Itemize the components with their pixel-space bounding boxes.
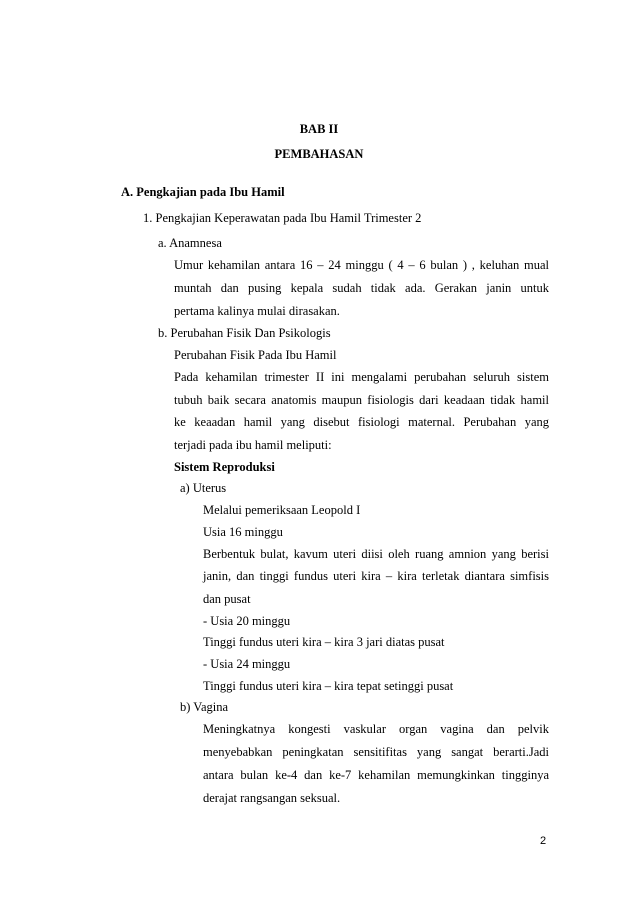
vagina-line: Meningkatnya kongesti vaskular organ vagina dan pelvik xyxy=(203,722,549,736)
perubahan-line: ke keaadan hamil yang disebut fisiologi maternal. Perubahan yang xyxy=(174,415,549,429)
page-number: 2 xyxy=(540,835,547,847)
vagina-label: b) Vagina xyxy=(180,700,229,714)
chapter-title: PEMBAHASAN xyxy=(274,147,364,161)
perubahan-line: terjadi pada ibu hamil meliputi: xyxy=(174,438,332,452)
item-b-perubahan: b. Perubahan Fisik Dan Psikologis xyxy=(158,326,331,340)
uterus-label: a) Uterus xyxy=(180,481,227,495)
anamnesa-line: pertama kalinya mulai dirasakan. xyxy=(174,304,340,318)
uterus-line: Usia 16 minggu xyxy=(203,525,283,539)
subsection-1-heading: 1. Pengkajian Keperawatan pada Ibu Hamil Trimester 2 xyxy=(143,211,422,225)
sistem-reproduksi-heading: Sistem Reproduksi xyxy=(174,460,275,474)
perubahan-heading: Perubahan Fisik Pada Ibu Hamil xyxy=(174,348,337,362)
anamnesa-line: muntah dan pusing kepala sudah tidak ada. Gerakan janin untuk xyxy=(174,281,549,295)
usia-24-minggu: - Usia 24 minggu xyxy=(203,657,291,671)
vagina-line: antara bulan ke-4 dan ke-7 kehamilan memungkinkan tingginya xyxy=(203,768,549,782)
perubahan-line: Pada kehamilan trimester II ini mengalami perubahan seluruh sistem xyxy=(174,370,549,384)
uterus-line: Melalui pemeriksaan Leopold I xyxy=(203,503,361,517)
section-a-heading: A. Pengkajian pada Ibu Hamil xyxy=(121,185,285,199)
uterus-description-line: janin, dan tinggi fundus uteri kira – kira terletak diantara simfisis xyxy=(203,569,549,583)
uterus-description-line: dan pusat xyxy=(203,592,251,606)
chapter-number: BAB II xyxy=(299,122,339,136)
tfu-20-minggu: Tinggi fundus uteri kira – kira 3 jari diatas pusat xyxy=(203,635,445,649)
item-a-anamnesa: a. Anamnesa xyxy=(158,236,222,250)
vagina-line: derajat rangsangan seksual. xyxy=(203,791,341,805)
tfu-24-minggu: Tinggi fundus uteri kira – kira tepat setinggi pusat xyxy=(203,679,454,693)
usia-20-minggu: - Usia 20 minggu xyxy=(203,614,291,628)
vagina-line: menyebabkan peningkatan sensitifitas yang sangat berarti.Jadi xyxy=(203,745,549,759)
perubahan-line: tubuh baik secara anatomis maupun fisiologis dari keadaan tidak hamil xyxy=(174,393,549,407)
anamnesa-line: Umur kehamilan antara 16 – 24 minggu ( 4 – 6 bulan ) , keluhan mual xyxy=(174,258,549,272)
uterus-description-line: Berbentuk bulat, kavum uteri diisi oleh ruang amnion yang berisi xyxy=(203,547,549,561)
